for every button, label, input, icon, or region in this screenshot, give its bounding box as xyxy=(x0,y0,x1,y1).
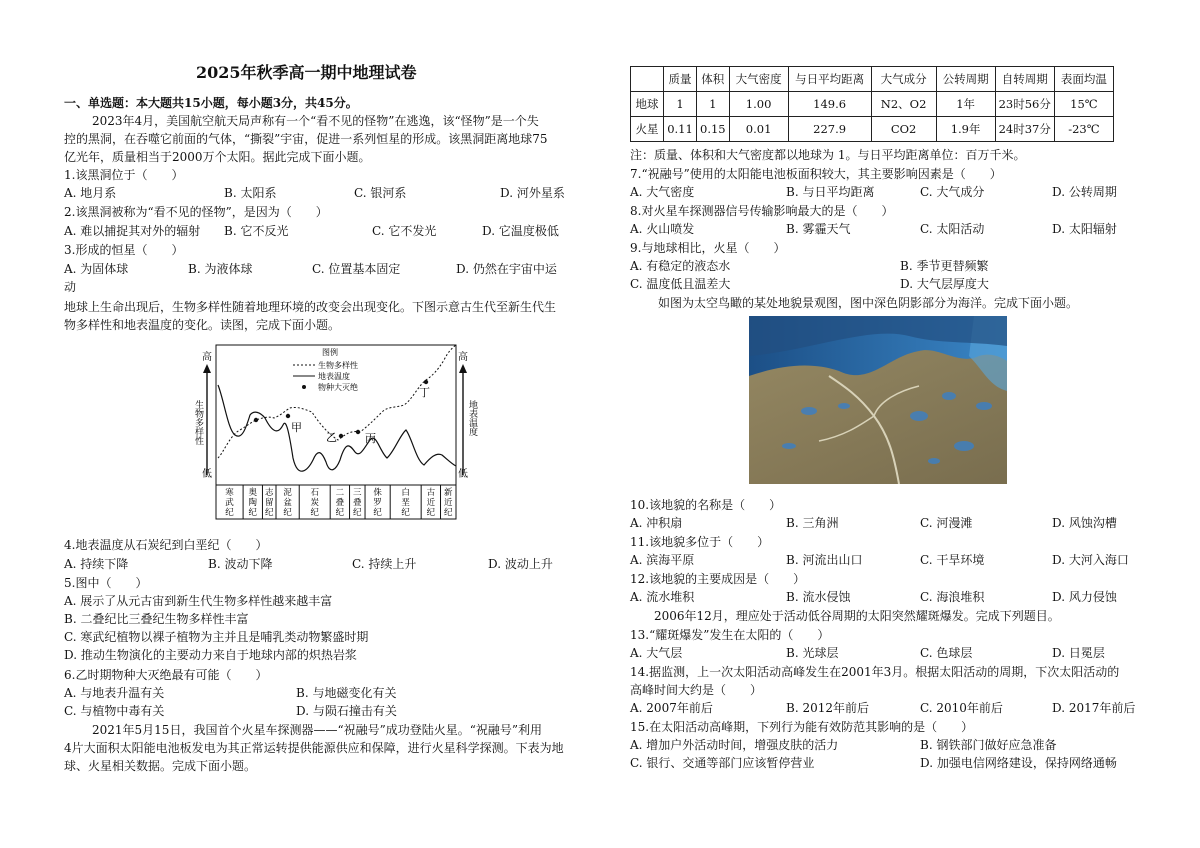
q12-option-b[interactable]: B. 流水侵蚀 xyxy=(786,590,851,604)
q15-option-b[interactable]: B. 钢铁部门做好应急准备 xyxy=(920,738,1057,752)
period-label: 垩 xyxy=(401,498,410,508)
extinction-point-yi xyxy=(339,434,343,438)
point-label-ding: 丁 xyxy=(419,386,430,399)
q14-stem-line1: 14.据监测，上一次太阳活动高峰发生在2001年3月。根据太阳活动的周期，下次太阳活动的 xyxy=(630,665,1120,679)
q6-option-a[interactable]: A. 与地表升温有关 xyxy=(64,686,165,700)
period-label: 侏 xyxy=(373,488,382,498)
legend-temperature: 地表温度 xyxy=(318,372,350,381)
q14-option-c[interactable]: C. 2010年前后 xyxy=(920,701,1003,715)
q2-option-c[interactable]: C. 它不发光 xyxy=(372,224,437,238)
table-cell: N2、O2 xyxy=(871,92,936,117)
left-arrow-head xyxy=(203,364,211,373)
q10-option-b[interactable]: B. 三角洲 xyxy=(786,516,839,530)
period-label: 近 xyxy=(444,498,453,508)
q8-option-a[interactable]: A. 火山喷发 xyxy=(630,222,695,236)
period-label: 武 xyxy=(225,498,234,508)
q12-options xyxy=(630,588,1130,606)
table-header-cell: 与日平均距离 xyxy=(788,67,871,92)
q11-option-c[interactable]: C. 干旱环境 xyxy=(920,553,985,567)
q1-option-c[interactable]: C. 银河系 xyxy=(354,186,407,200)
point-label-bing: 丙 xyxy=(365,432,376,445)
q7-option-d[interactable]: D. 公转周期 xyxy=(1052,185,1117,199)
q3-option-d-tail: 动 xyxy=(64,280,77,294)
q8-options xyxy=(630,220,1130,238)
table-cell: 24时37分 xyxy=(995,117,1054,142)
extinction-point-1 xyxy=(254,418,258,422)
period-label: 盆 xyxy=(283,498,292,508)
period-label: 纪 xyxy=(401,508,410,518)
period-label: 陶 xyxy=(248,498,258,508)
period-label: 纪 xyxy=(283,508,292,518)
legend-title: 图例 xyxy=(322,348,338,357)
q14-option-a[interactable]: A. 2007年前后 xyxy=(630,701,713,715)
table-cell: 1.00 xyxy=(729,92,788,117)
table-row xyxy=(631,92,1114,117)
intro5: 2006年12月，理应处于活动低谷周期的太阳突然耀斑爆发。完成下列题目。 xyxy=(654,609,1060,623)
q8-stem: 8.对火星车探测器信号传输影响最大的是（ ） xyxy=(630,204,894,218)
extinction-point-jia xyxy=(286,414,290,418)
table-note: 注：质量、体积和大气密度都以地球为 1。与日平均距离单位：百万千米。 xyxy=(630,148,1026,162)
earth-mars-table xyxy=(630,66,1114,142)
table-cell: 1.9年 xyxy=(936,117,995,142)
q9-option-a[interactable]: A. 有稳定的液态水 xyxy=(630,259,731,273)
q3-option-c[interactable]: C. 位置基本固定 xyxy=(312,262,401,276)
point-label-jia: 甲 xyxy=(291,421,302,434)
point-label-yi: 乙 xyxy=(326,431,337,444)
period-label: 纪 xyxy=(335,508,345,518)
q3-option-b[interactable]: B. 为液体球 xyxy=(188,262,253,276)
period-label: 二 xyxy=(335,488,345,498)
q10-option-d[interactable]: D. 风蚀沟槽 xyxy=(1052,516,1117,530)
period-label: 纪 xyxy=(225,508,234,518)
q14-option-b[interactable]: B. 2012年前后 xyxy=(786,701,869,715)
q12-stem: 12.该地貌的主要成因是（ ） xyxy=(630,572,806,586)
table-cell: 1年 xyxy=(936,92,995,117)
left-low-label: 低 xyxy=(202,469,212,480)
q5-option-d[interactable]: D. 推动生物演化的主要动力来自于地球内部的炽热岩浆 xyxy=(64,648,357,662)
q3-options xyxy=(64,260,564,278)
period-label: 泥 xyxy=(283,488,292,498)
q11-option-a[interactable]: A. 滨海平原 xyxy=(630,553,695,567)
q4-option-a[interactable]: A. 持续下降 xyxy=(64,557,129,571)
table-cell: 227.9 xyxy=(788,117,871,142)
q1-options xyxy=(64,184,564,202)
period-label: 纪 xyxy=(264,508,274,518)
period-label: 古 xyxy=(426,488,436,498)
table-cell: 23时56分 xyxy=(995,92,1054,117)
period-label: 留 xyxy=(264,498,274,508)
q10-option-a[interactable]: A. 冲积扇 xyxy=(630,516,683,530)
period-label: 志 xyxy=(264,488,274,498)
period-label: 纪 xyxy=(426,508,436,518)
left-axis-label: 生物多样性 xyxy=(193,400,203,445)
period-label: 寒 xyxy=(225,488,234,498)
right-arrow-head xyxy=(459,364,467,373)
q12-option-d[interactable]: D. 风力侵蚀 xyxy=(1052,590,1117,604)
q7-option-b[interactable]: B. 与日平均距离 xyxy=(786,185,875,199)
period-label: 纪 xyxy=(444,508,453,518)
q9-option-d[interactable]: D. 大气层厚度大 xyxy=(900,277,989,291)
q9-options-row1 xyxy=(630,257,1130,275)
q2-option-d[interactable]: D. 它温度极低 xyxy=(482,224,559,238)
q12-option-c[interactable]: C. 海浪堆积 xyxy=(920,590,985,604)
period-cells xyxy=(225,485,453,519)
q2-option-a[interactable]: A. 难以捕捉其对外的辐射 xyxy=(64,224,201,238)
table-header-cell: 体积 xyxy=(697,67,730,92)
period-label: 新 xyxy=(444,488,453,498)
q5-option-c[interactable]: C. 寒武纪植物以裸子植物为主并且是哺乳类动物繁盛时期 xyxy=(64,630,369,644)
period-label: 纪 xyxy=(310,508,319,518)
q11-option-d[interactable]: D. 大河入海口 xyxy=(1052,553,1129,567)
intro1-line3: 亿光年，质量相当于2000万个太阳。据此完成下面小题。 xyxy=(64,150,371,164)
intro3-line3: 球、火星相关数据。完成下面小题。 xyxy=(64,759,257,773)
q4-stem: 4.地表温度从石炭纪到白垩纪（ ） xyxy=(64,538,268,552)
q5-stem: 5.图中（ ） xyxy=(64,576,148,590)
q14-stem-line2: 高峰时间大约是（ ） xyxy=(630,683,763,697)
table-cell: 15℃ xyxy=(1054,92,1113,117)
q8-option-c[interactable]: C. 太阳活动 xyxy=(920,222,985,236)
q10-options xyxy=(630,514,1130,532)
q1-option-a[interactable]: A. 地月系 xyxy=(64,186,117,200)
q14-option-d[interactable]: D. 2017年前后 xyxy=(1052,701,1136,715)
table-header-row xyxy=(631,67,1114,92)
q3-option-d[interactable]: D. 仍然在宇宙中运 xyxy=(456,262,557,276)
q1-stem: 1.该黑洞位于（ ） xyxy=(64,168,184,182)
q1-option-d[interactable]: D. 河外星系 xyxy=(500,186,565,200)
period-label: 罗 xyxy=(373,498,382,508)
table-row xyxy=(631,117,1114,142)
intro2-line1: 地球上生命出现后，生物多样性随着地理环境的改变会出现变化。下图示意古生代至新生代生 xyxy=(64,300,557,314)
right-low-label: 低 xyxy=(458,469,468,480)
table-header-cell: 大气成分 xyxy=(871,67,936,92)
q9-options-row2 xyxy=(630,275,1130,293)
q15-option-d[interactable]: D. 加强电信网络建设，保持网络通畅 xyxy=(920,756,1117,770)
period-label: 近 xyxy=(426,498,436,508)
q4-options xyxy=(64,555,564,573)
table-header-cell: 公转周期 xyxy=(936,67,995,92)
table-cell: 0.01 xyxy=(729,117,788,142)
q13-options xyxy=(630,644,1130,662)
delta-satellite-image xyxy=(749,316,1007,484)
q15-options-row2 xyxy=(630,754,1130,772)
q13-option-b[interactable]: B. 光球层 xyxy=(786,646,839,660)
intro1-line2: 控的黑洞，在吞噬它前面的气体，“撕裂”宇宙，促进一系列恒星的形成。该黑洞距离地球75 xyxy=(64,132,548,146)
q12-option-a[interactable]: A. 流水堆积 xyxy=(630,590,695,604)
table-header-cell xyxy=(631,67,664,92)
table-cell: 地球 xyxy=(631,92,664,117)
period-label: 石 xyxy=(310,488,319,498)
period-label: 叠 xyxy=(353,498,362,508)
left-high-label: 高 xyxy=(202,352,212,363)
intro4: 如图为太空鸟瞰的某处地貌景观图，图中深色阴影部分为海洋。完成下面小题。 xyxy=(658,296,1079,310)
q6-option-b[interactable]: B. 与地磁变化有关 xyxy=(296,686,397,700)
q6-option-d[interactable]: D. 与陨石撞击有关 xyxy=(296,704,397,718)
q9-option-b[interactable]: B. 季节更替频繁 xyxy=(900,259,989,273)
right-high-label: 高 xyxy=(458,352,468,363)
q4-option-c[interactable]: C. 持续上升 xyxy=(352,557,417,571)
table-cell: 149.6 xyxy=(788,92,871,117)
q15-option-a[interactable]: A. 增加户外活动时间，增强皮肤的活力 xyxy=(630,738,839,752)
q11-options xyxy=(630,551,1130,569)
q6-option-c[interactable]: C. 与植物中毒有关 xyxy=(64,704,165,718)
q5-option-b[interactable]: B. 二叠纪比三叠纪生物多样性丰富 xyxy=(64,612,249,626)
q6-stem: 6.乙时期物种大灭绝最有可能（ ） xyxy=(64,668,268,682)
q13-stem: 13.“耀斑爆发”发生在太阳的（ ） xyxy=(630,628,830,642)
intro3-line2: 4片大面积太阳能电池板发电为其正常运转提供能源供应和保障，进行火星科学探测。下表为地 xyxy=(64,741,564,755)
biodiversity-temperature-chart xyxy=(190,340,480,525)
q10-option-c[interactable]: C. 河漫滩 xyxy=(920,516,973,530)
period-label: 三 xyxy=(353,488,362,498)
q2-option-b[interactable]: B. 它不反光 xyxy=(224,224,289,238)
legend-extinction: 物种大灭绝 xyxy=(318,383,358,392)
extinction-point-bing xyxy=(356,430,360,434)
table-cell: CO2 xyxy=(871,117,936,142)
q6-options-row2 xyxy=(64,702,564,720)
q3-option-a[interactable]: A. 为固体球 xyxy=(64,262,129,276)
period-label: 纪 xyxy=(353,508,362,518)
q7-option-c[interactable]: C. 大气成分 xyxy=(920,185,985,199)
q7-options xyxy=(630,183,1130,201)
q2-options xyxy=(64,222,564,240)
table-cell: 火星 xyxy=(631,117,664,142)
q7-option-a[interactable]: A. 大气密度 xyxy=(630,185,695,199)
q4-option-b[interactable]: B. 波动下降 xyxy=(208,557,273,571)
table-cell: 1 xyxy=(664,92,697,117)
q11-option-b[interactable]: B. 河流出山口 xyxy=(786,553,863,567)
page-title: 2025年秋季高一期中地理试卷 xyxy=(196,63,417,82)
q10-stem: 10.该地貌的名称是（ ） xyxy=(630,498,782,512)
q4-option-d[interactable]: D. 波动上升 xyxy=(488,557,553,571)
q9-stem: 9.与地球相比，火星（ ） xyxy=(630,241,786,255)
q14-options xyxy=(630,699,1136,717)
period-label: 奥 xyxy=(248,488,258,498)
table-cell: 0.11 xyxy=(664,117,697,142)
table-cell: -23℃ xyxy=(1054,117,1113,142)
q1-option-b[interactable]: B. 太阳系 xyxy=(224,186,277,200)
table-header-cell: 大气密度 xyxy=(729,67,788,92)
q9-option-c[interactable]: C. 温度低且温差大 xyxy=(630,277,731,291)
q15-options-row1 xyxy=(630,736,1130,754)
intro1-line1: 2023年4月，美国航空航天局声称有一个“看不见的怪物”在逃逸，该“怪物”是一个失 xyxy=(92,114,539,128)
period-label: 纪 xyxy=(248,508,258,518)
period-label: 炭 xyxy=(310,498,319,508)
section-heading: 一、单选题：本大题共15小题，每小题3分，共45分。 xyxy=(64,96,358,110)
q15-option-c[interactable]: C. 银行、交通等部门应该暂停营业 xyxy=(630,756,815,770)
right-axis-label: 地表温度 xyxy=(467,400,477,436)
q3-stem: 3.形成的恒星（ ） xyxy=(64,243,184,257)
intro2-line2: 物多样性和地表温度的变化。读图，完成下面小题。 xyxy=(64,318,341,332)
q8-option-b[interactable]: B. 雾霾天气 xyxy=(786,222,851,236)
q11-stem: 11.该地貌多位于（ ） xyxy=(630,535,770,549)
q13-option-a[interactable]: A. 大气层 xyxy=(630,646,683,660)
period-label: 白 xyxy=(401,488,410,498)
q5-option-a[interactable]: A. 展示了从元古宙到新生代生物多样性越来越丰富 xyxy=(64,594,333,608)
intro3-line1: 2021年5月15日，我国首个火星车探测器——“祝融号”成功登陆火星。“祝融号”利用 xyxy=(92,723,542,737)
table-header-cell: 质量 xyxy=(664,67,697,92)
extinction-point-ding xyxy=(424,380,428,384)
table-cell: 1 xyxy=(697,92,730,117)
period-label: 叠 xyxy=(335,498,345,508)
table-header-cell: 表面均温 xyxy=(1054,67,1113,92)
q7-stem: 7.“祝融号”使用的太阳能电池板面积较大，其主要影响因素是（ ） xyxy=(630,167,1002,181)
table-header-cell: 自转周期 xyxy=(995,67,1054,92)
table-cell: 0.15 xyxy=(697,117,730,142)
q13-option-d[interactable]: D. 日冕层 xyxy=(1052,646,1105,660)
q8-option-d[interactable]: D. 太阳辐射 xyxy=(1052,222,1117,236)
period-label: 纪 xyxy=(373,508,382,518)
q15-stem: 15.在太阳活动高峰期，下列行为能有效防范其影响的是（ ） xyxy=(630,720,974,734)
q6-options-row1 xyxy=(64,684,564,702)
legend-biodiversity: 生物多样性 xyxy=(318,361,358,370)
q13-option-c[interactable]: C. 色球层 xyxy=(920,646,973,660)
q2-stem: 2.该黑洞被称为“看不见的怪物”，是因为（ ） xyxy=(64,205,328,219)
